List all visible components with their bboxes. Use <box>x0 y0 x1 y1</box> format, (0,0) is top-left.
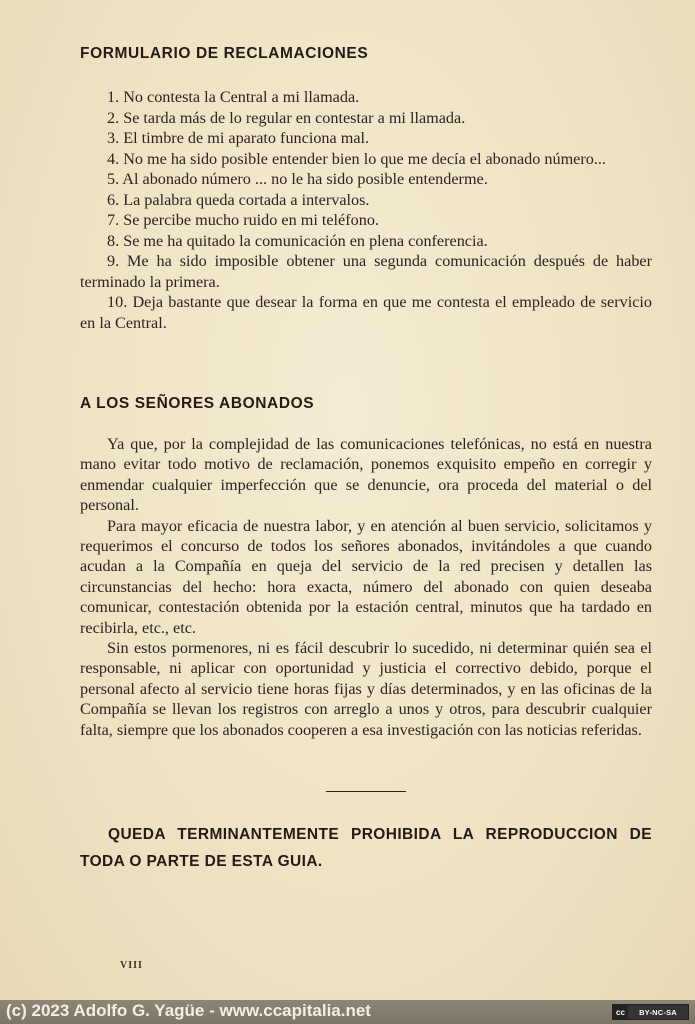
cc-license-badge <box>612 1004 689 1020</box>
form-title: FORMULARIO DE RECLAMACIONES <box>80 45 369 62</box>
paragraph: Para mayor eficacia de nuestra labor, y en atención al buen servicio, solicitamos y requerimos el concurso de todos los señores abonados, invitándoles a que cuando acudan a la Compañía en queja del servicio de la red precisen y detallen las circunstancias del hecho: hora exacta, número del abonado con quien deseaba comunicar, contestación obtenida por la estación central, minutos que ha tardado en recibirla, etc., etc. <box>80 516 652 637</box>
watermark-bar <box>0 1000 695 1024</box>
complaint-item: 8. Se me ha quitado la comunicación en plena conferencia. <box>107 231 488 250</box>
subscribers-body <box>80 434 652 740</box>
reproduction-notice: QUEDA TERMINANTEMENTE PROHIBIDA LA REPRODUCCION DE TODA O PARTE DE ESTA GUIA. <box>80 826 652 870</box>
complaint-item: 3. El timbre de mi aparato funciona mal. <box>107 129 370 147</box>
license-terms: BY-NC-SA <box>628 1005 688 1019</box>
paragraph: Sin estos pormenores, ni es fácil descubrir lo sucedido, ni determinar quién sea el responsable, ni aplicar con oportunidad y justicia el correctivo debido, porque el personal afecto al servicio tiene horas fijas y días determinados, y en las oficinas de la Compañía se llevan los registros con arreglo a unos y otros, para descubrir cualquier falta, siempre que los abonados cooperen a esa investigación con las noticias referidas. <box>80 639 652 739</box>
complaint-list <box>80 87 652 333</box>
complaint-item: 1. No contesta la Central a mi llamada. <box>107 88 360 106</box>
paragraph: Ya que, por la complejidad de las comunicaciones telefónicas, no está en nuestra mano evitar todo motivo de reclamación, ponemos exquisito empeño en corregir y enmendar cualquier imperfección que se denuncie, ora proceda del material o del personal. <box>80 435 652 515</box>
complaint-item: 4. No me ha sido posible entender bien lo que me decía el abonado número... <box>107 149 606 168</box>
complaint-item: 9. Me ha sido imposible obtener una segunda comunicación después de haber terminado la primera. <box>80 252 652 291</box>
page-number: VIII <box>120 960 143 971</box>
complaint-item: 6. La palabra queda cortada a intervalos. <box>107 190 370 209</box>
section-divider <box>326 791 406 792</box>
complaint-item: 10. Deja bastante que desear la forma en que me contesta el empleado de servicio en la Central. <box>80 293 652 332</box>
subscribers-title: A LOS SEÑORES ABONADOS <box>80 395 315 412</box>
complaint-item: 5. Al abonado número ... no le ha sido posible entenderme. <box>107 170 488 188</box>
creative-commons-icon: cc <box>613 1005 628 1019</box>
complaint-item: 7. Se percibe mucho ruido en mi teléfono. <box>107 211 379 229</box>
complaint-item: 2. Se tarda más de lo regular en contestar a mi llamada. <box>107 108 466 127</box>
copyright-notice: (c) 2023 Adolfo G. Yagüe - www.ccapitalia.net <box>6 1001 371 1020</box>
